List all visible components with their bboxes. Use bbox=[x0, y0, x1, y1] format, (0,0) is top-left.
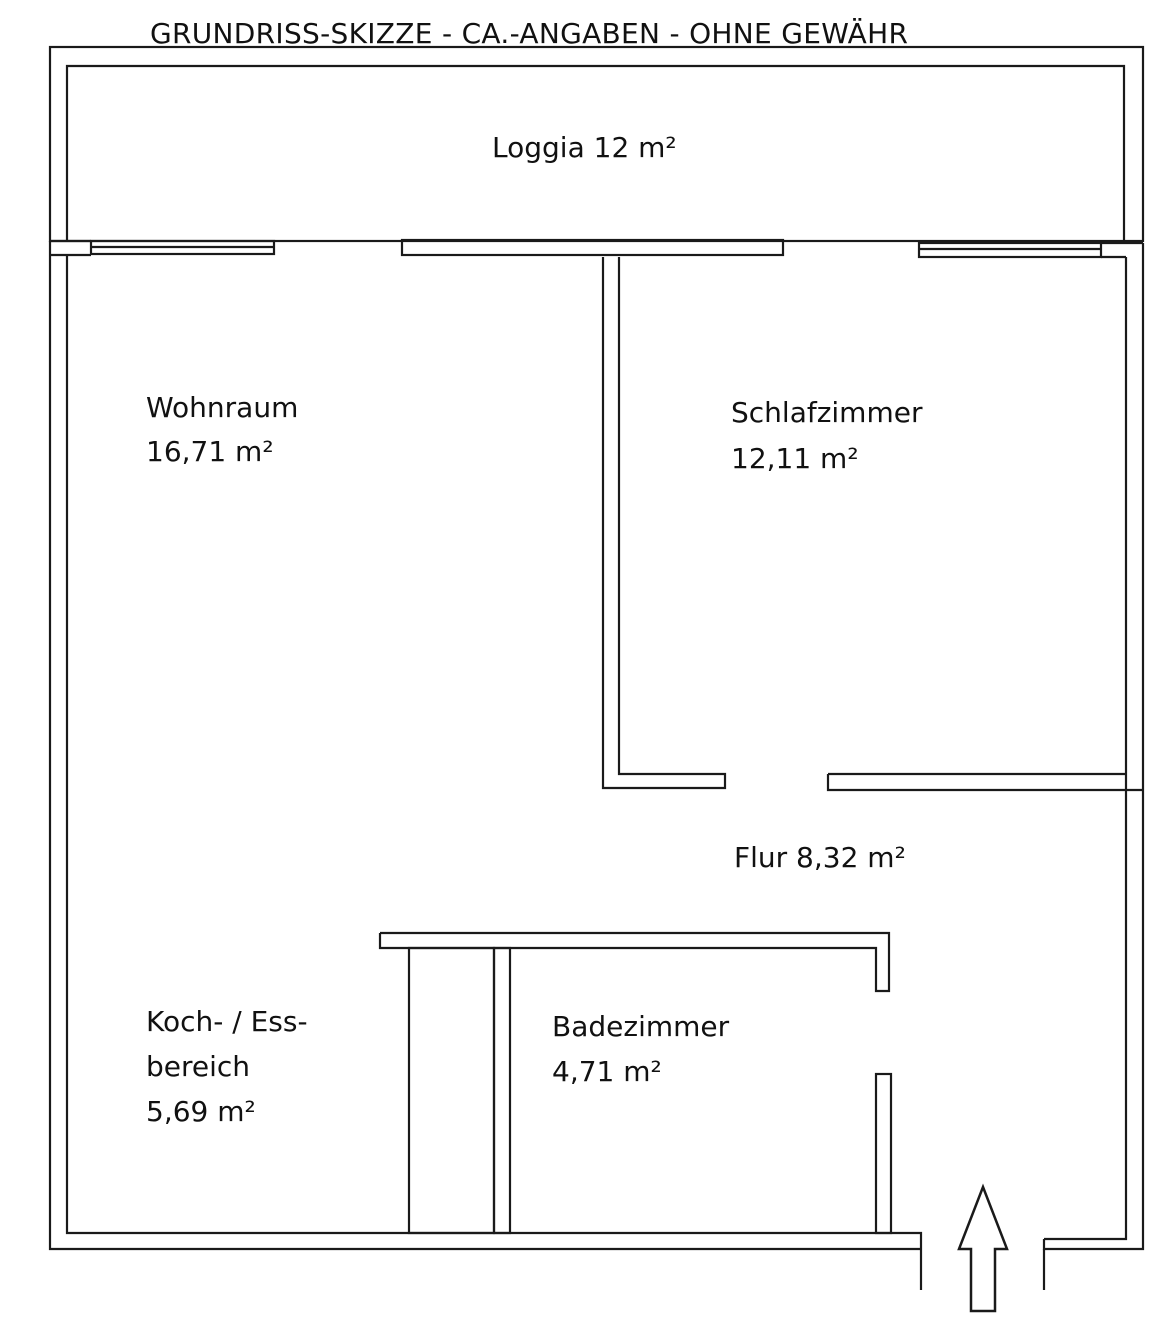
badezimmer-area: 4,71 m² bbox=[552, 1055, 662, 1088]
plan-title: GRUNDRISS-SKIZZE - CA.-ANGABEN - OHNE GEWÄHR bbox=[150, 17, 909, 50]
loggia-label: Loggia 12 m² bbox=[492, 131, 677, 164]
wohnraum-area: 16,71 m² bbox=[146, 435, 274, 468]
wohnraum-name: Wohnraum bbox=[146, 391, 299, 424]
top-wall bbox=[50, 240, 1143, 257]
kochbereich-name-line1: Koch- / Ess- bbox=[146, 1005, 308, 1038]
kochbereich-area: 5,69 m² bbox=[146, 1095, 256, 1128]
badezimmer-name: Badezimmer bbox=[552, 1010, 730, 1043]
kochbereich-name-line2: bereich bbox=[146, 1050, 251, 1083]
window-wohnraum-right bbox=[402, 240, 783, 255]
schlafzimmer-walls bbox=[603, 257, 1143, 790]
schlafzimmer-area: 12,11 m² bbox=[731, 442, 859, 475]
schlafzimmer-name: Schlafzimmer bbox=[731, 396, 923, 429]
flur-label: Flur 8,32 m² bbox=[734, 841, 906, 874]
arrow-up-icon bbox=[959, 1187, 1007, 1311]
